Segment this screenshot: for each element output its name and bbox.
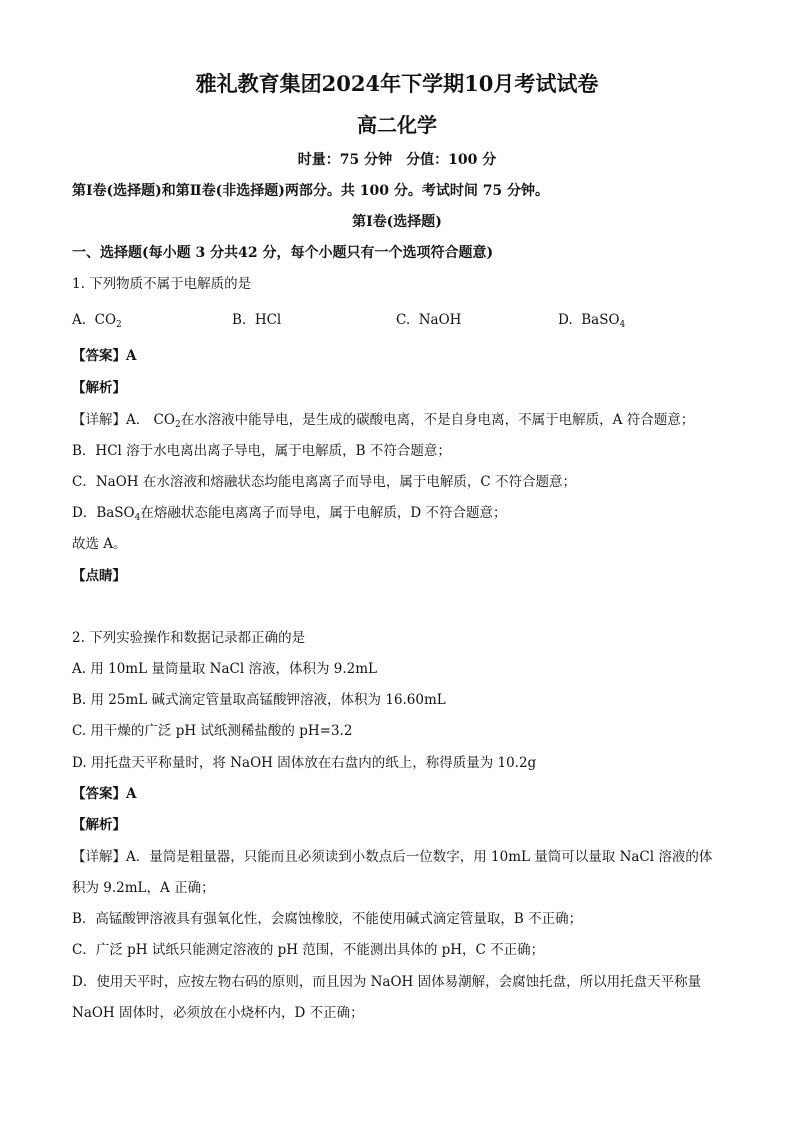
q1-detail-d bbox=[72, 503, 506, 528]
q1-option-b-letter: B. bbox=[232, 312, 247, 328]
q2-answer: 【答案】A bbox=[72, 786, 137, 802]
q2-option-d: D. 用托盘天平称量时，将 NaOH 固体放在右盘内的纸上，称得质量为 10.2g bbox=[72, 755, 537, 771]
q1-analysis-label: 【解析】 bbox=[72, 380, 126, 396]
q1-detail-a-prefix: 【详解】A． bbox=[72, 412, 150, 428]
q2-detail-d-line2: NaOH 固体时，必须放在小烧杯内，D 不正确； bbox=[72, 1005, 364, 1021]
q1-stem: 1. 下列物质不属于电解质的是 bbox=[72, 276, 252, 292]
q1-detail-a-text: 在水溶液中能导电，是生成的碳酸电离，不是自身电离，不属于电解质，A 符合题意； bbox=[180, 412, 695, 428]
q1-answer: 【答案】A bbox=[72, 348, 137, 364]
q1-option-d bbox=[558, 310, 625, 335]
q2-option-c: C. 用干燥的广泛 pH 试纸测稀盐酸的 pH=3.2 bbox=[72, 723, 353, 739]
q1-option-d-letter: D. bbox=[558, 312, 573, 328]
q1-option-c-formula: NaOH bbox=[418, 312, 462, 328]
q1-detail-a bbox=[72, 410, 694, 435]
q2-detail-a-line1: 【详解】A．量筒是粗量器，只能而且必须读到小数点后一位数字，用 10mL 量筒可以量取 NaCl 溶液的体 bbox=[72, 849, 713, 865]
q1-detail-c: C．NaOH 在水溶液和熔融状态均能电离离子而导电，属于电解质，C 不符合题意； bbox=[72, 474, 576, 490]
q1-option-d-formula: BaSO bbox=[581, 312, 620, 328]
q2-detail-b: B．高锰酸钾溶液具有强氧化性，会腐蚀橡胶，不能使用碱式滴定管量取，B 不正确； bbox=[72, 911, 583, 927]
q2-detail-a-line2: 积为 9.2mL，A 正确； bbox=[72, 880, 215, 896]
q1-detail-d-subscript: 4 bbox=[134, 513, 141, 523]
q2-stem: 2. 下列实验操作和数据记录都正确的是 bbox=[72, 630, 306, 646]
section1-heading: 一、选择题(每小题 3 分共42 分，每个小题只有一个选项符合题意) bbox=[72, 245, 494, 261]
q1-detail-a-subscript: 2 bbox=[174, 420, 181, 430]
q1-option-c-letter: C. bbox=[396, 312, 411, 328]
q2-detail-c: C．广泛 pH 试纸只能测定溶液的 pH 范围，不能测出具体的 pH，C 不正确； bbox=[72, 942, 545, 958]
q1-conclusion: 故选 A。 bbox=[72, 536, 127, 552]
exam-subject: 高二化学 bbox=[357, 113, 437, 137]
q2-analysis-label: 【解析】 bbox=[72, 817, 126, 833]
q1-detail-d-text: 在熔融状态能电离离子而导电，属于电解质，D 不符合题意； bbox=[140, 505, 507, 521]
q1-option-b-formula: HCl bbox=[254, 312, 282, 328]
q1-option-a-subscript: 2 bbox=[116, 320, 122, 330]
part1-heading: 第Ⅰ卷(选择题) bbox=[352, 214, 442, 230]
q1-option-b bbox=[232, 310, 281, 330]
q2-option-b: B. 用 25mL 碱式滴定管量取高锰酸钾溶液，体积为 16.60mL bbox=[72, 692, 446, 708]
q1-option-a-formula: CO bbox=[94, 312, 117, 328]
q1-detail-a-formula: CO bbox=[153, 412, 175, 428]
q2-detail-d-line1: D．使用天平时，应按左物右码的原则，而且因为 NaOH 固体易潮解，会腐蚀托盘，所以用托盘天平称量 bbox=[72, 974, 702, 990]
q1-comment-label: 【点睛】 bbox=[72, 568, 126, 584]
q1-option-d-subscript: 4 bbox=[619, 320, 626, 330]
exam-intro: 第Ⅰ卷(选择题)和第Ⅱ卷(非选择题)两部分。共 100 分。考试时间 75 分钟。 bbox=[72, 183, 550, 199]
q1-option-a-letter: A. bbox=[72, 312, 87, 328]
q1-detail-d-prefix: D．BaSO bbox=[72, 505, 135, 521]
exam-title: 雅礼教育集团2024年下学期10月考试试卷 bbox=[195, 71, 599, 96]
q1-detail-b: B．HCl 溶于水电离出离子导电，属于电解质，B 不符合题意； bbox=[72, 443, 451, 459]
q1-option-a bbox=[72, 310, 122, 335]
q1-option-c bbox=[396, 310, 461, 330]
time-score-line: 时量：75 分钟 分值：100 分 bbox=[297, 152, 497, 168]
q2-option-a: A. 用 10mL 量筒量取 NaCl 溶液，体积为 9.2mL bbox=[72, 661, 377, 677]
